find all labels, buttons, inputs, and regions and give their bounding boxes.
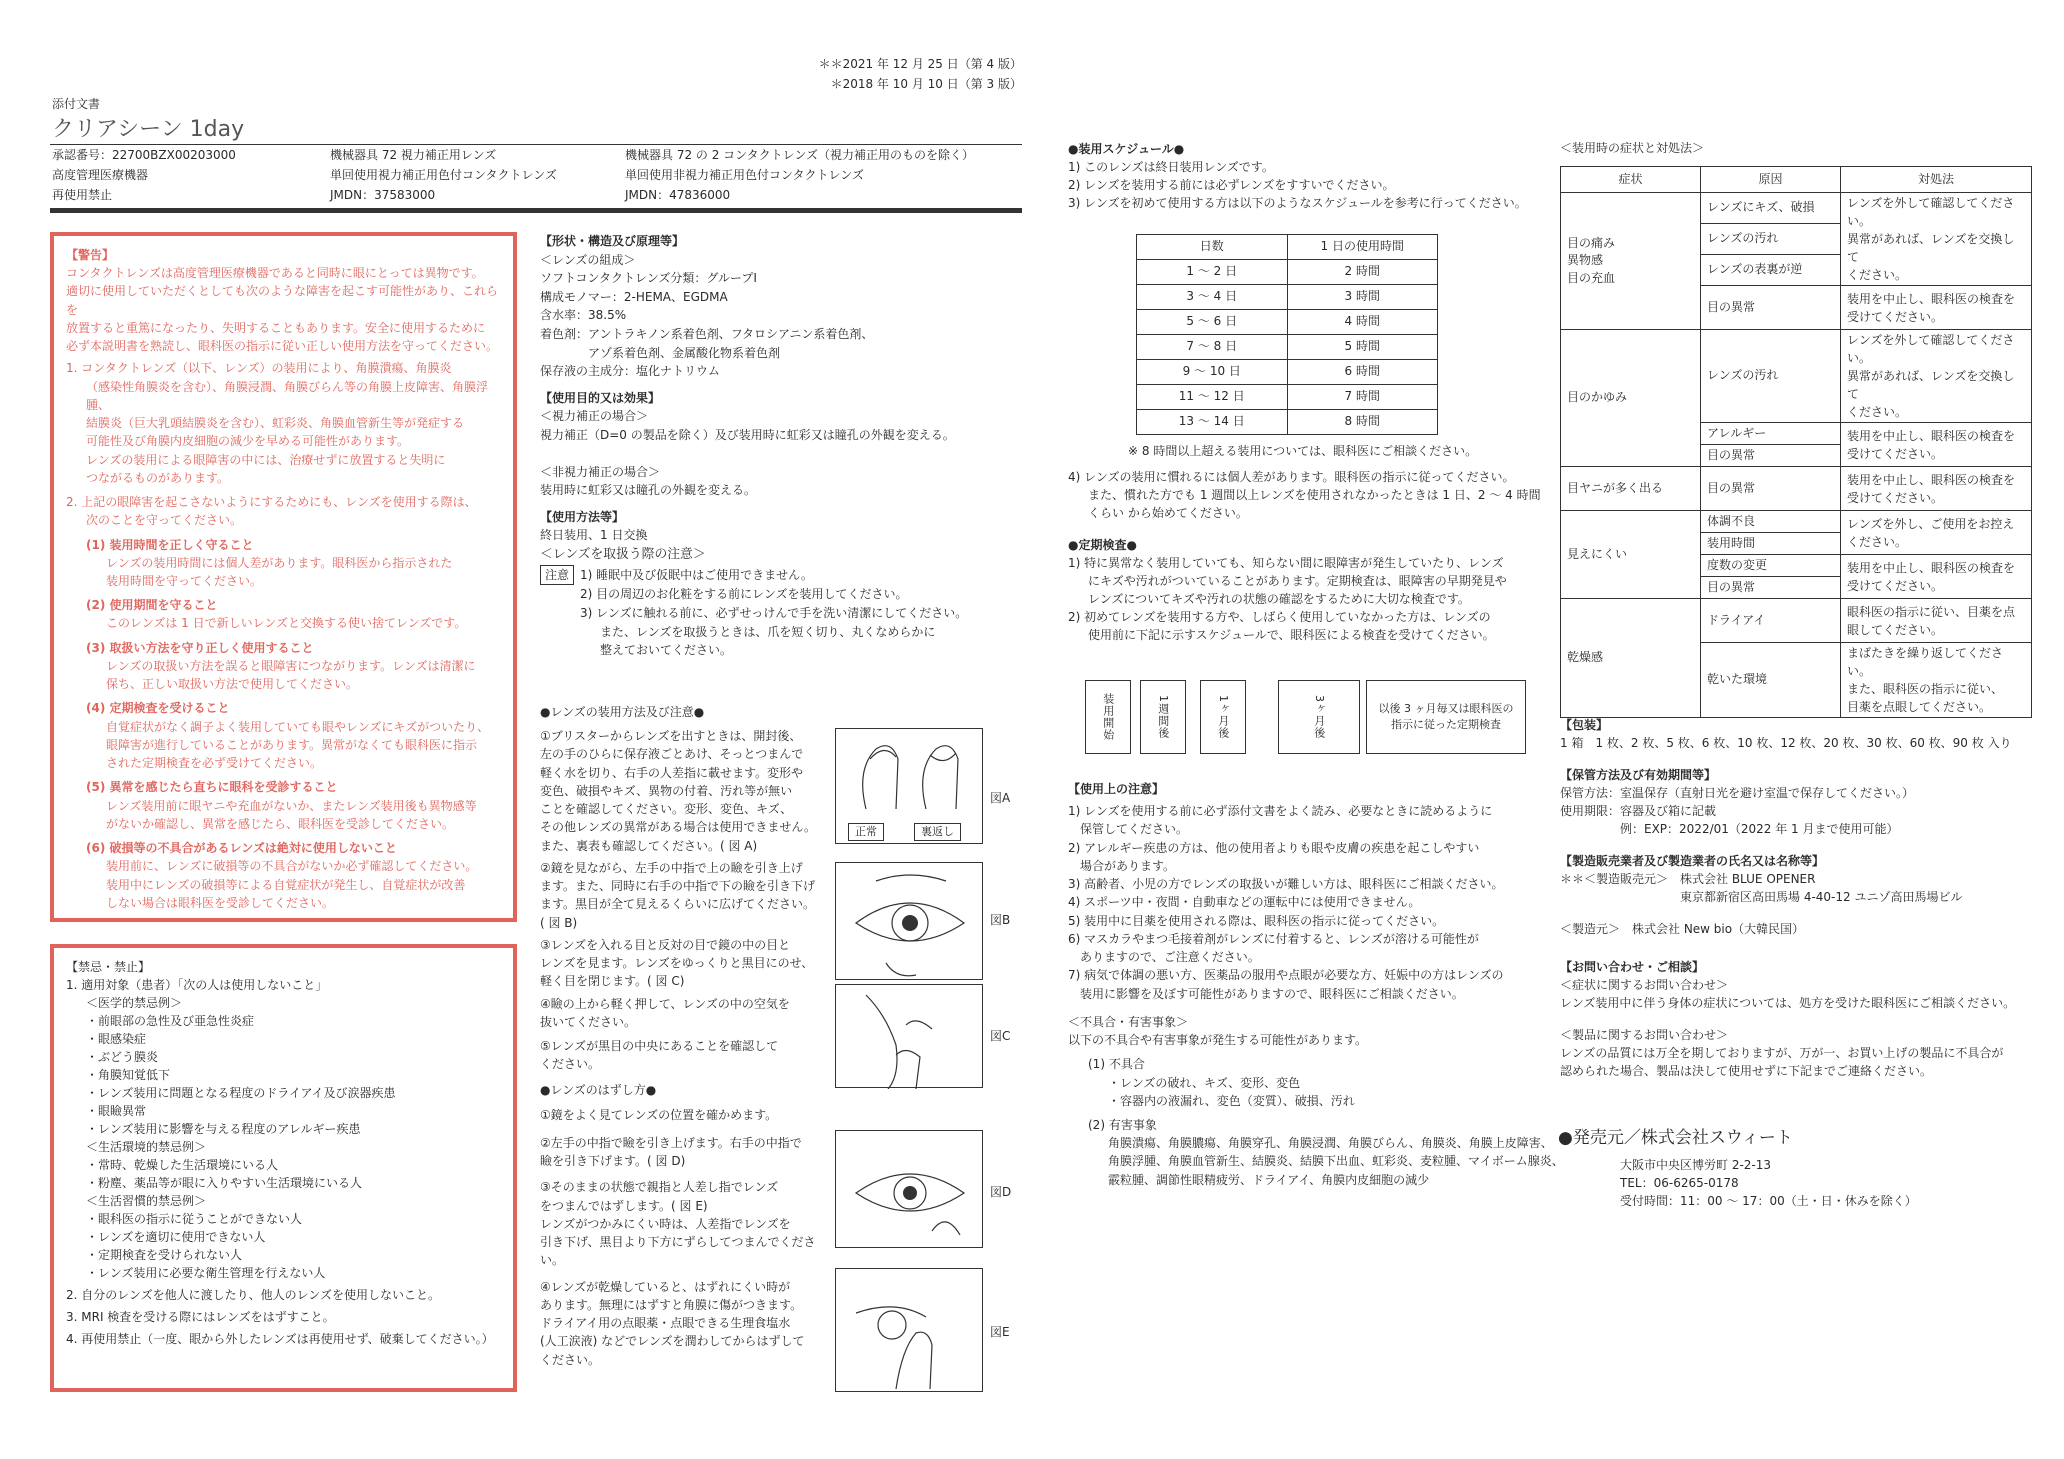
contra-content: 【禁忌・禁止】 1. 適用対象（患者）「次の人は使用しないこと」 ＜医学的禁忌例＞ ・前眼部の急性及び亜急性炎症 ・眼感染症 ・ぶどう膜炎 ・角膜知覚低下 ・レンズ装用に問題となる程度のドライアイ及び涙器疾患 ・眼瞼異常 ・レンズ装用に影響を与える程度のアレルギー疾患 ＜生活環境的禁忌例＞ ・常時、乾燥した生活環境にいる人 ・粉塵、薬品等が眼に入りやすい生活環境にいる人 ＜生活習慣的禁忌例＞ ・眼科医の指示に従うことができない人 ・レンズを適切に使用できない人 ・定期検査を受けられない人 ・レンズ装用に必要な衛生管理を行えない人 2. 自分のレンズを他人に渡したり、他人のレンズを使用しないこと。 3. MRI 検査を受ける際にはレンズをはずすこと。 4. 再使用禁止（一度、眼から外したレンズは再使用せず、破棄してください。）	[66, 958, 506, 1348]
schedule-table: 日数 1 日の使用時間 1 ～ 2 日 2 時間 3 ～ 4 日 3 時間 5 ～ 6 日 4 時間 7 ～ 8 日 5 時間 9 ～ 10 日 6 時間 11 ～ 12 日 7 時間 13 ～ 14 日 8 時間	[1136, 234, 1438, 435]
version-3: ＊2018 年 10 月 10 日（第 3 版）	[830, 77, 1022, 91]
seller-info: 大阪市中央区博労町 2-2-13 TEL：06-6265-0178 受付時間：11：00 ～ 17：00（土・日・休みを除く）	[1620, 1158, 1917, 1208]
figure-c	[835, 984, 983, 1088]
fig-e-label: 図E	[990, 1325, 1010, 1339]
schedule-notes: ※ 8 時間以上超える装用については、眼科医にご相談ください。 4) レンズの装用に慣れるには個人差があります。眼科医の指示に従ってください。 また、慣れた方でも 1 週間以上レンズを使用されなかったときは 1 日、2 ～ 4 時間 くらい から始めてください。 ●定期検査● 1) 特に異常なく装用していても、知らない間に眼障害が発生していたり、レンズ にキズや汚れがついていることがあります。定期検査は、眼障害の早期発見や レンズについてキズや汚れの状態の確認をするために大切な検査です。 2) 初めてレンズを装用する方や、しばらく使用していなかった方は、レンズの 使用前に下記に示すスケジュールで、眼科医による検査を受けてください。	[1068, 444, 1541, 642]
eye-open-icon	[836, 863, 984, 981]
figure-a	[835, 728, 983, 844]
device-class: 高度管理医療機器	[52, 168, 149, 182]
fig-c-label: 図C	[990, 1029, 1011, 1043]
figure-e	[835, 1268, 983, 1392]
warning-title: 【警告】	[66, 248, 115, 262]
fig-d-label: 図D	[990, 1185, 1012, 1199]
product-name: クリアシーン 1day	[52, 117, 245, 142]
doc-type: 添付文書	[52, 97, 101, 111]
device-b: 機械器具 72 の 2 コンタクトレンズ（視力補正用のものを除く）	[625, 148, 975, 162]
notes-section: 【使用上の注意】 1) レンズを使用する前に必ず添付文書をよく読み、必要なときに読めるように 保管してください。 2) アレルギー疾患の方は、他の使用者よりも眼や皮膚の疾患を起こしやすい 場合があります。 3) 高齢者、小児の方でレンズの取扱いが難しい方は、眼科医にご相談ください。 4) スポーツ中・夜間・自動車などの運転中には使用できません。 5) 装用中に目薬を使用される際は、眼科医の指示に従ってください。 6) マスカラやまつ毛接着剤がレンズに付着すると、レンズが溶ける可能性が ありますので、ご注意ください。 7) 病気で体調の悪い方、医薬品の服用や点眼が必要な方、妊娠中の方はレンズの 装用に影響を及ぼす可能性がありますので、眼科医にご相談ください。 ＜不具合・有害事象＞ 以下の不具合や有害事象が発生する可能性があります。 (1) 不具合 ・レンズの破れ、キズ、変形、変色 ・容器内の液漏れ、変色（変質）、破損、汚れ (2) 有害事象 角膜潰瘍、角膜膿瘍、角膜穿孔、角膜浸潤、角膜びらん、角膜炎、角膜上皮障害、 角膜浮腫、角膜血管新生、結膜炎、結膜下出血、虹彩炎、麦粒腫、マイボーム腺炎、 霰粒腫、調節性眼精疲労、ドライアイ、角膜内皮細胞の減少	[1068, 782, 1564, 1187]
fig-b-label: 図B	[990, 913, 1011, 927]
warning-content: 【警告】 コンタクトレンズは高度管理医療機器であると同時に眼にとっては異物です。 適切に使用していただくとしても次のような障害を起こす可能性があり、これらを 放置すると重篤になったり、失明することもあります。安全に使用するために 必ず本説明書を熟読し、眼科医の指示に従い正しい使用方法を守ってください。 1. コンタクトレンズ（以下、レンズ）の装用により、角膜潰瘍、角膜炎 （感染性角膜炎を含む）、角膜浸潤、角膜びらん等の角膜上皮障害、角膜浮腫、 結膜炎（巨大乳頭結膜炎を含む）、虹彩炎、角膜血管新生等が発症する 可能性及び角膜内皮細胞の減少を早める可能性があります。 レンズの装用による眼障害の中には、治療せずに放置すると失明に つながるものがあります。 2. 上記の眼障害を起こさないようにするためにも、レンズを使用する際は、 次のことを守ってください。 (1) 装用時間を正しく守ること レンズの装用時間には個人差があります。眼科医から指示された 装用時間を守ってください。 (2) 使用期間を守ること このレンズは 1 日で新しいレンズと交換する使い捨てレンズです。 (3) 取扱い方法を守り正しく使用すること レンズの取扱い方法を誤ると眼障害につながります。レンズは清潔に 保ち、正しい取扱い方法で使用してください。 (4) 定期検査を受けること 自覚症状がなく調子よく装用していても眼やレンズにキズがついたり、 眼障害が進行していることがあります。異常がなくても眼科医に指示 された定期検査を必ず受けてください。 (5) 異常を感じたら直ちに眼科を受診すること レンズ装用前に眼ヤニや充血がないか、またレンズ装用後も異物感等 がないか確認し、異常を感じたら、眼科医を受診してください。 (6) 破損等の不具合があるレンズは絶対に使用しないこと 装用前に、レンズに破損等の不具合がないか必ず確認してください。 装用中にレンズの破損等による自覚症状が発生し、自覚症状が改善 しない場合は眼科医を受診してください。	[66, 246, 506, 912]
normal-label: 正常	[848, 823, 884, 841]
wear-section: ●レンズの装用方法及び注意● ①ブリスターからレンズを出すときは、開封後、 左の手のひらに保存液ごとあけ、そっとつまんで 軽く水を切り、右手の人差指に載せます。変形や 変色、破損やキズ、異物の付着、汚れ等が無い ことを確認してください。変形、変色、キズ、 その他レンズの異常がある場合は使用できません。 また、裏表も確認してください。( 図 A) ②鏡を見ながら、左手の中指で上の瞼を引き上げ ます。また、同時に右手の中指で下の瞼を引き下げ ます。黒目が全て見えるくらいに広げてください。 ( 図 B) ③レンズを入れる目と反対の目で鏡の中の目と レンズを見ます。レンズをゆっくりと黒目にのせ、 軽く目を閉じます。( 図 C) ④瞼の上から軽く押して、レンズの中の空気を 抜いてください。 ⑤レンズが黒目の中央にあることを確認して ください。 ●レンズのはずし方● ①鏡をよく見てレンズの位置を確かめます。 ②左手の中指で瞼を引き上げます。右手の中指で 瞼を引き下げます。( 図 D) ③そのままの状態で親指と人差し指でレンズ をつまんではずします。( 図 E) レンズがつかみにくい時は、人差指でレンズを 引き下げ、黒目より下方にずらしてつまんでください。 ④レンズが乾燥していると、はずれにくい時が あります。無理にはずすと角膜に傷がつきます。 ドライアイ用の点眼薬・点眼できる生理食塩水 (人工涙液) などでレンズを潤わしてからはずして ください。	[540, 705, 817, 1367]
seller-title: ●発売元／株式会社スウィート	[1558, 1128, 1793, 1148]
symptom-table: 症状 原因 対処法 目の痛み 異物感 目の充血 レンズにキズ、破損 レンズを外して確認してください。 異常があれば、レンズを交換して ください。 レンズの汚れ レンズの表裏が逆 目の異常 装用を中止し、眼科医の検査を 受けてください。 目のかゆみ レンズの汚れ レンズを外して確認してください。 異常があれば、レンズを交換して ください。 アレルギー 装用を中止し、眼科医の検査を 受けてください。 目の異常 目ヤニが多く出る 目の異常 装用を中止し、眼科医の検査を 受けてください。 見えにくい 体調不良 レンズを外し、ご使用をお控え ください。 装用時間 度数の変更 装用を中止し、眼科医の検査を 受けてください。 目の異常 乾燥感 ドライアイ 眼科医の指示に従い、目薬を点 眼してください。 乾いた環境 まばたきを繰り返してください。 また、眼科医の指示に従い、 目薬を点眼してください。	[1560, 166, 2032, 718]
symptom-title: ＜装用時の症状と対処法＞	[1560, 141, 1705, 155]
version-4: ＊＊2021 年 12 月 25 日（第 4 版）	[818, 57, 1022, 71]
device-a: 機械器具 72 視力補正用レンズ	[330, 148, 497, 162]
pinch-lens-icon	[836, 1269, 984, 1393]
flow-step-1month: 1ヶ月後	[1200, 680, 1246, 754]
device-b-sub: 単回使用非視力補正用色付コンタクトレンズ	[625, 168, 864, 182]
reverse-label: 裏返し	[914, 823, 961, 841]
figure-d	[835, 1130, 983, 1248]
flow-step-1week: 1週間後	[1140, 680, 1186, 754]
schedule-section: ●装用スケジュール● 1) このレンズは終日装用レンズです。 2) レンズを装用する前には必ずレンズをすすいでください。 3) レンズを初めて使用する方は以下のようなスケジュールを参考に行ってください。	[1068, 142, 1527, 210]
approval-no: 承認番号：22700BZX00203000	[52, 148, 236, 162]
flow-step-regular: 以後 3 ヶ月毎又は眼科医の 指示に従った定期検査	[1366, 680, 1526, 754]
right-info: 【包装】 1 箱 1 枚、2 枚、5 枚、6 枚、10 枚、12 枚、20 枚、30 枚、60 枚、90 枚 入り 【保管方法及び有効期間等】 保管方法：室温保存（直射日光を避け室温で保存してください。） 使用期限：容器及び箱に記載 例：EXP：2022/01（2022 年 1 月まで使用可能） 【製造販売業者及び製造業者の氏名又は名称等】 ＊＊＜製造販売元＞ 株式会社 BLUE OPENER 東京都新宿区高田馬場 4-40-12 ユニゾ高田馬場ビル ＜製造元＞ 株式会社 New bio（大韓民国） 【お問い合わせ・ご相談】 ＜症状に関するお問い合わせ＞ レンズ装用中に伴う身体の症状については、処方を受けた眼科医にご相談ください。 ＜製品に関するお問い合わせ＞ レンズの品質には万全を期しておりますが、万が一、お買い上げの製品に不具合が 認められた場合、製品は決して使用せずに下記までご連絡ください。	[1560, 718, 2016, 1078]
flow-step-3month: 3ヶ月後	[1278, 680, 1360, 754]
shape-section: 【形状・構造及び原理等】 ＜レンズの組成＞ ソフトコンタクトレンズ分類：グループⅠ 構成モノマー：2-HEMA、EGDMA 含水率：38.5% 着色剤：アントラキノン系着色剤、フタロシアニン系着色剤、 アゾ系着色剤、金属酸化物系着色剤 保存液の主成分：塩化ナトリウム 【使用目的又は効果】 ＜視力補正の場合＞ 視力補正（D=0 の製品を除く）及び装用時に虹彩又は瞳孔の外観を変える。 ＜非視力補正の場合＞ 装用時に虹彩又は瞳孔の外観を変える。 【使用方法等】 終日装用、1 日交換 ＜レンズを取扱う際の注意＞ 注意 1) 睡眠中及び仮眠中はご使用できません。 2) 目の周辺のお化粧をする前にレンズを装用してください。 3) レンズに触れる前に、必ずせっけんで手を洗い清潔にしてください。 また、レンズを取扱うときは、爪を短く切り、丸くなめらかに 整えておいてください。	[540, 234, 968, 658]
finger-eye-icon	[836, 985, 984, 1089]
device-a-sub: 単回使用視力補正用色付コンタクトレンズ	[330, 168, 557, 182]
contra-title: 【禁忌・禁止】	[66, 960, 151, 974]
caution-mark: 注意	[540, 565, 574, 586]
figure-b	[835, 862, 983, 980]
fig-a-label: 図A	[990, 791, 1011, 805]
eye-lid-icon	[836, 1131, 984, 1249]
reuse-note: 再使用禁止	[52, 188, 113, 202]
flow-step-start: 装用開始	[1085, 680, 1131, 754]
jmdn-a: JMDN：37583000	[330, 188, 436, 202]
jmdn-b: JMDN：47836000	[625, 188, 731, 202]
